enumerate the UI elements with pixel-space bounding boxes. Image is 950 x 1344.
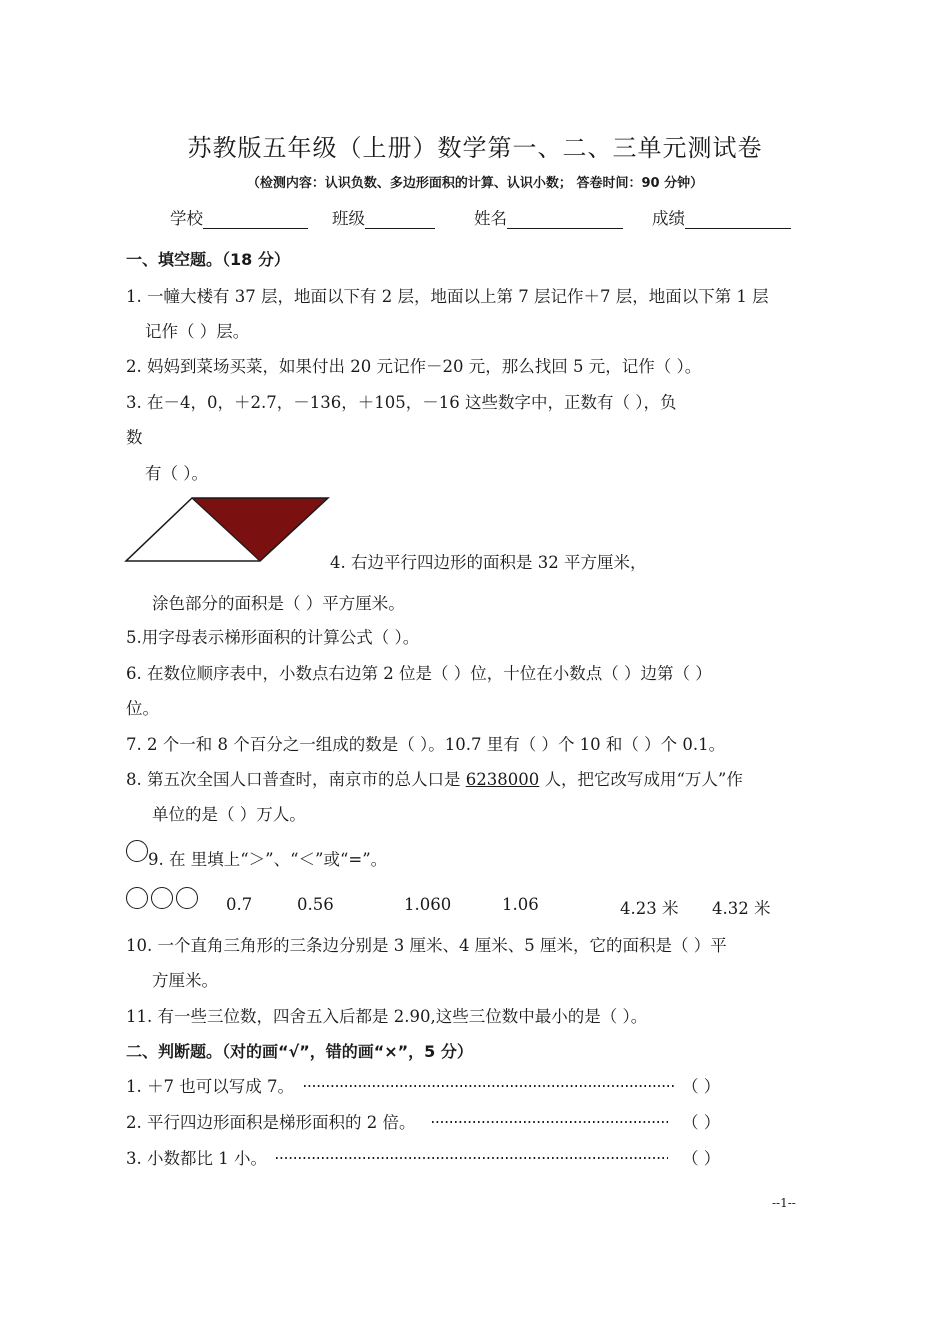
class-label: 班级 [332, 209, 365, 228]
page-title: 苏教版五年级（上册）数学第一、二、三单元测试卷 [187, 134, 763, 162]
name-label: 姓名 [474, 209, 507, 228]
question-8-text-b: 人，把它改写成用“万人”作 [539, 770, 743, 789]
population-number: 6238000 [465, 770, 540, 789]
name-blank[interactable] [507, 210, 623, 229]
judge-bracket-2[interactable]: （ ） [682, 1113, 721, 1132]
score-field [652, 205, 791, 229]
class-field [332, 205, 435, 229]
question-8-line1 [126, 766, 743, 790]
score-label: 成绩 [652, 209, 685, 228]
school-field [170, 205, 308, 229]
question-10-line2: 方厘米。 [152, 971, 218, 990]
question-3-line3: 有（ ）。 [145, 464, 208, 483]
compare-value: 4.23 米 [620, 899, 679, 918]
question-4-line2: 涂色部分的面积是（ ）平方厘米。 [152, 594, 405, 613]
question-3-line1: 3. 在－4，0，＋2.7，－136，＋105，－16 这些数字中，正数有（ ），负 [126, 393, 677, 412]
question-2: 2. 妈妈到菜场买菜，如果付出 20 元记作－20 元，那么找回 5 元，记作（ ）。 [126, 357, 702, 376]
judge-bracket-1[interactable]: （ ） [682, 1077, 721, 1096]
score-blank[interactable] [685, 210, 791, 229]
question-10-line1: 10. 一个直角三角形的三条边分别是 3 厘米、4 厘米、5 厘米，它的面积是（ ）平 [126, 936, 727, 955]
question-11: 11. 有一些三位数，四舍五入后都是 2.90,这些三位数中最小的是（ ）。 [126, 1007, 648, 1026]
question-4-line1: 4. 右边平行四边形的面积是 32 平方厘米， [330, 553, 647, 572]
compare-value: 1.06 [502, 895, 539, 914]
comparison-circle-2[interactable] [151, 887, 173, 909]
dot-leader [432, 1120, 668, 1124]
compare-value: 0.56 [297, 895, 334, 914]
question-1-line2: 记作（ ）层。 [145, 322, 250, 341]
page-number: --1-- [772, 1196, 796, 1210]
section2-heading: 二、判断题。（对的画“√”，错的画“×”，5 分） [126, 1042, 473, 1061]
class-blank[interactable] [365, 210, 435, 229]
question-3-line2: 数 [126, 428, 143, 447]
judge-item-3: 3. 小数都比 1 小。 [126, 1149, 267, 1168]
question-9-line1: 9. 在 里填上“＞”、“＜”或“=”。 [148, 850, 388, 869]
dot-leader [304, 1084, 676, 1088]
judge-item-2: 2. 平行四边形面积是梯形面积的 2 倍。 [126, 1113, 416, 1132]
comparison-circle-3[interactable] [176, 887, 198, 909]
comparison-circle-1[interactable] [126, 887, 148, 909]
question-6-line1: 6. 在数位顺序表中，小数点右边第 2 位是（ ）位，十位在小数点（ ）边第（ ） [126, 664, 712, 683]
compare-value: 4.32 米 [712, 899, 771, 918]
question-8-line2: 单位的是（ ）万人。 [152, 805, 306, 824]
question-7: 7. 2 个一和 8 个百分之一组成的数是（ ）。10.7 里有（ ）个 10 和（ ）个 0.1。 [126, 735, 726, 754]
question-8-text-a: 8. 第五次全国人口普查时，南京市的总人口是 [126, 770, 466, 789]
school-blank[interactable] [203, 210, 308, 229]
question-5: 5.用字母表示梯形面积的计算公式（ ）。 [126, 628, 420, 647]
question-1-line1: 1. 一幢大楼有 37 层，地面以下有 2 层，地面以上第 7 层记作＋7 层，地面以下第 1 层 [126, 287, 769, 306]
comparison-circle-example [126, 840, 148, 862]
section1-heading: 一、填空题。（18 分） [126, 250, 290, 269]
page-subtitle: （检测内容：认识负数、多边形面积的计算、认识小数； 答卷时间：90 分钟） [246, 176, 704, 191]
compare-value: 1.060 [404, 895, 452, 914]
dot-leader [276, 1156, 668, 1160]
name-field [474, 205, 623, 229]
judge-bracket-3[interactable]: （ ） [682, 1149, 721, 1168]
parallelogram-figure [122, 494, 332, 566]
question-6-line2: 位。 [126, 699, 159, 718]
judge-item-1: 1. ＋7 也可以写成 7。 [126, 1077, 294, 1096]
compare-value: 0.7 [226, 895, 253, 914]
shaded-triangle [192, 498, 328, 561]
school-label: 学校 [170, 209, 203, 228]
